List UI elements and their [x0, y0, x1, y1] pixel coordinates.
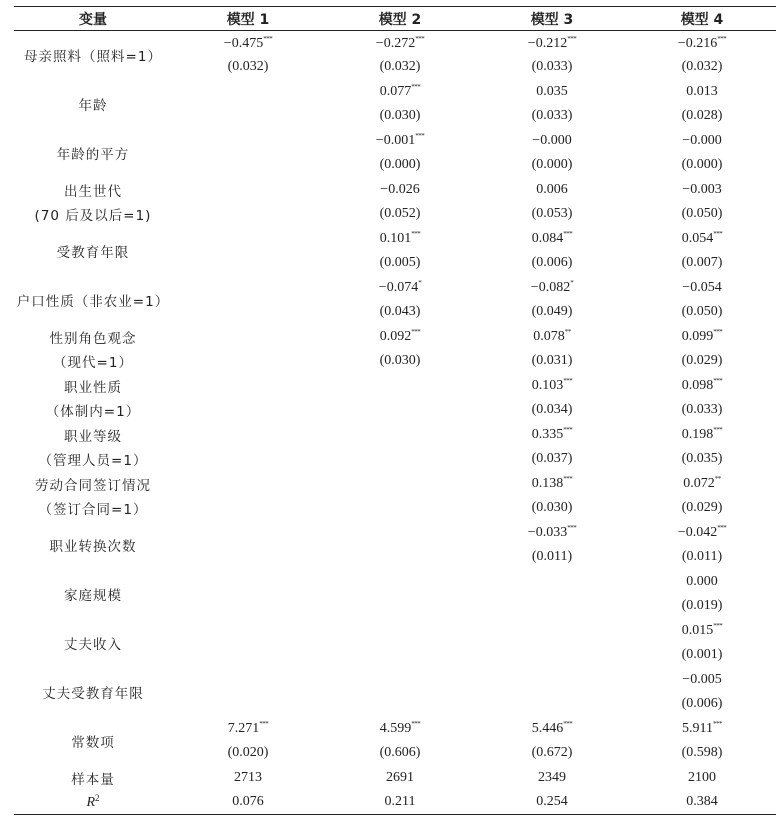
se-cell: (0.034) [531, 402, 573, 418]
se-cell: (0.032) [681, 59, 723, 75]
row-label-husband-education: 丈夫受教育年限 [42, 686, 144, 702]
coef-cell: −0.475*** [223, 34, 273, 51]
significance-stars: *** [411, 328, 421, 337]
value-cell: 2100 [688, 769, 716, 785]
significance-stars: *** [411, 720, 421, 729]
significance-stars: *** [563, 230, 573, 239]
value-cell: 2691 [386, 769, 414, 785]
coef-cell: 0.013 [686, 83, 718, 99]
empty-cell [172, 104, 324, 129]
empty-cell [172, 153, 324, 178]
header-variable: 变量 [14, 7, 172, 31]
empty-cell [324, 668, 476, 693]
row-label-job-changes: 职业转换次数 [49, 539, 137, 555]
se-cell: (0.672) [531, 745, 573, 761]
empty-cell [172, 521, 324, 546]
table-row [14, 31, 776, 56]
se-cell: (0.019) [681, 598, 723, 614]
significance-stars: *** [563, 475, 573, 484]
header-model-3: 模型 3 [476, 7, 628, 31]
row-label-job-level: 职业等级 [64, 428, 122, 445]
value-cell: 2349 [538, 769, 566, 785]
value-cell: 0.211 [324, 790, 476, 815]
empty-cell [172, 300, 324, 325]
coef-cell: −0.272*** [375, 34, 425, 51]
table-row-se [14, 349, 776, 374]
empty-cell [324, 570, 476, 595]
empty-cell [172, 545, 324, 570]
row-label-contract-note: （签订合同=1） [38, 502, 148, 519]
empty-cell [476, 692, 628, 717]
se-cell: (0.033) [531, 108, 573, 124]
se-cell: (0.030) [379, 108, 421, 124]
se-cell: (0.020) [227, 745, 269, 761]
table-body [14, 31, 776, 815]
empty-cell [476, 619, 628, 644]
significance-stars: *** [567, 524, 577, 533]
empty-cell [172, 423, 324, 448]
coef-cell: 0.077*** [379, 83, 421, 100]
table-row [14, 790, 776, 815]
empty-cell [172, 692, 324, 717]
empty-cell [172, 251, 324, 276]
coef-cell: 0.078** [533, 328, 571, 345]
coef-cell: 5.446*** [531, 720, 573, 737]
significance-stars: *** [717, 524, 727, 533]
significance-stars: * [570, 279, 574, 288]
value-cell: 0.254 [476, 790, 628, 815]
row-label-education: 受教育年限 [56, 245, 130, 261]
se-cell: (0.031) [531, 353, 573, 369]
se-cell: (0.032) [379, 59, 421, 75]
empty-cell [172, 227, 324, 252]
empty-cell [324, 643, 476, 668]
row-label-gender-role-note: （现代=1） [53, 355, 133, 372]
coef-cell: 0.198*** [681, 426, 723, 443]
empty-cell [324, 447, 476, 472]
table-row [14, 325, 776, 350]
coef-cell: −0.003 [682, 181, 722, 197]
se-cell: (0.050) [681, 304, 723, 320]
coef-cell: 7.271*** [227, 720, 269, 737]
table-row [14, 80, 776, 105]
row-label-constant: 常数项 [71, 735, 115, 751]
coef-cell: −0.026 [380, 181, 420, 197]
table-row [14, 521, 776, 546]
se-cell: (0.037) [531, 451, 573, 467]
empty-cell [172, 276, 324, 301]
header-model-2: 模型 2 [324, 7, 476, 31]
empty-cell [324, 374, 476, 399]
significance-stars: *** [563, 720, 573, 729]
coef-cell: 4.599*** [379, 720, 421, 737]
coef-cell: −0.005 [682, 671, 722, 687]
empty-cell [172, 349, 324, 374]
table-row [14, 374, 776, 399]
row-label-cohort-note: (70 后及以后=1) [34, 208, 152, 225]
significance-stars: *** [411, 230, 421, 239]
table-row-se [14, 398, 776, 423]
empty-cell [324, 398, 476, 423]
significance-stars: *** [713, 230, 723, 239]
row-label-sample-size: 样本量 [71, 771, 115, 788]
coef-cell: 0.006 [536, 181, 568, 197]
header-model-1: 模型 1 [172, 7, 324, 31]
empty-cell [324, 423, 476, 448]
table-header [14, 7, 776, 31]
se-cell: (0.033) [531, 59, 573, 75]
empty-cell [172, 202, 324, 227]
row-label-age-squared: 年龄的平方 [56, 147, 130, 163]
se-cell: (0.049) [531, 304, 573, 320]
coef-cell: −0.074* [378, 279, 422, 296]
empty-cell [476, 570, 628, 595]
significance-stars: * [418, 279, 422, 288]
value-cell: 2713 [234, 769, 262, 785]
empty-cell [476, 643, 628, 668]
header-row [14, 7, 776, 31]
table-row-se [14, 447, 776, 472]
coef-cell: 0.098*** [681, 377, 723, 394]
se-cell: (0.000) [531, 157, 573, 173]
empty-cell [172, 643, 324, 668]
se-cell: (0.053) [531, 206, 573, 222]
se-cell: (0.043) [379, 304, 421, 320]
coef-cell: 0.103*** [531, 377, 573, 394]
coef-cell: 0.054*** [681, 230, 723, 247]
empty-cell [324, 472, 476, 497]
regression-table [14, 6, 776, 815]
table-row [14, 227, 776, 252]
se-cell: (0.011) [681, 549, 723, 565]
se-cell: (0.029) [681, 353, 723, 369]
value-cell: 0.076 [172, 790, 324, 815]
coef-cell: −0.054 [682, 279, 722, 295]
empty-cell [324, 619, 476, 644]
empty-cell [324, 496, 476, 521]
table-row-se [14, 496, 776, 521]
se-cell: (0.028) [681, 108, 723, 124]
se-cell: (0.000) [681, 157, 723, 173]
se-cell: (0.050) [681, 206, 723, 222]
se-cell: (0.029) [681, 500, 723, 516]
empty-cell [324, 692, 476, 717]
coef-cell: 0.072** [683, 475, 721, 492]
significance-stars: *** [415, 34, 425, 43]
empty-cell [172, 129, 324, 154]
se-cell: (0.606) [379, 745, 421, 761]
coef-cell: 0.092*** [379, 328, 421, 345]
significance-stars: *** [713, 377, 723, 386]
row-label-cohort: 出生世代 [64, 183, 122, 200]
significance-stars: *** [411, 83, 421, 92]
se-cell: (0.032) [227, 59, 269, 75]
coef-cell: 0.000 [686, 573, 718, 589]
se-cell: (0.035) [681, 451, 723, 467]
table-row [14, 276, 776, 301]
row-label-age: 年龄 [78, 98, 108, 114]
table-row [14, 178, 776, 203]
row-label-job-nature-note: （体制内=1） [45, 404, 141, 421]
coef-cell: −0.033*** [527, 524, 577, 541]
se-cell: (0.006) [681, 696, 723, 712]
table-row [14, 472, 776, 497]
coef-cell: −0.082* [530, 279, 574, 296]
empty-cell [172, 472, 324, 497]
table-row [14, 570, 776, 595]
significance-stars: *** [263, 34, 273, 43]
empty-cell [172, 496, 324, 521]
row-label-gender-role: 性别角色观念 [49, 330, 137, 347]
coef-cell: −0.216*** [677, 34, 727, 51]
se-cell: (0.033) [681, 402, 723, 418]
table-row-se [14, 202, 776, 227]
se-cell: (0.000) [379, 157, 421, 173]
row-label-job-level-note: （管理人员=1） [38, 453, 148, 470]
value-cell: 0.384 [628, 790, 776, 815]
empty-cell [172, 398, 324, 423]
significance-stars: *** [259, 720, 269, 729]
significance-stars: *** [563, 426, 573, 435]
empty-cell [324, 594, 476, 619]
coef-cell: −0.000 [532, 132, 572, 148]
significance-stars: *** [717, 34, 727, 43]
empty-cell [172, 178, 324, 203]
empty-cell [172, 668, 324, 693]
coef-cell: 0.335*** [531, 426, 573, 443]
coef-cell: 0.099*** [681, 328, 723, 345]
coef-cell: −0.001*** [375, 132, 425, 149]
empty-cell [172, 80, 324, 105]
empty-cell [172, 374, 324, 399]
table-row [14, 423, 776, 448]
table-row [14, 619, 776, 644]
table-row [14, 717, 776, 742]
empty-cell [324, 545, 476, 570]
row-label-r-squared: $R^2$ [14, 790, 172, 815]
empty-cell [172, 325, 324, 350]
coef-cell: 0.101*** [379, 230, 421, 247]
significance-stars: *** [415, 132, 425, 141]
significance-stars: *** [713, 426, 723, 435]
se-cell: (0.006) [531, 255, 573, 271]
empty-cell [172, 619, 324, 644]
se-cell: (0.598) [681, 745, 723, 761]
row-label-hukou: 户口性质（非农业=1） [16, 294, 170, 310]
empty-cell [476, 668, 628, 693]
significance-stars: *** [713, 622, 723, 631]
coef-cell: 0.035 [536, 83, 568, 99]
coef-cell: −0.042*** [677, 524, 727, 541]
empty-cell [172, 594, 324, 619]
row-label-mother-care: 母亲照料（照料=1） [24, 49, 162, 66]
empty-cell [324, 521, 476, 546]
coef-cell: −0.000 [682, 132, 722, 148]
empty-cell [172, 570, 324, 595]
se-cell: (0.030) [379, 353, 421, 369]
significance-stars: ** [564, 328, 571, 337]
significance-stars: *** [712, 720, 722, 729]
se-cell: (0.007) [681, 255, 723, 271]
row-label-family-size: 家庭规模 [64, 588, 122, 604]
coef-cell: 5.911*** [682, 720, 722, 737]
se-cell: (0.052) [379, 206, 421, 222]
se-cell: (0.005) [379, 255, 421, 271]
row-label-job-nature: 职业性质 [64, 379, 122, 396]
table-row [14, 668, 776, 693]
empty-cell [172, 447, 324, 472]
coef-cell: 0.015*** [681, 622, 723, 639]
significance-stars: *** [713, 328, 723, 337]
table-row [14, 766, 776, 791]
row-label-contract: 劳动合同签订情况 [35, 477, 151, 494]
se-cell: (0.011) [531, 549, 573, 565]
significance-stars: *** [563, 377, 573, 386]
significance-stars: *** [567, 34, 577, 43]
coef-cell: −0.212*** [527, 34, 577, 51]
se-cell: (0.030) [531, 500, 573, 516]
row-label-husband-income: 丈夫收入 [64, 637, 122, 653]
coef-cell: 0.084*** [531, 230, 573, 247]
table-row [14, 129, 776, 154]
se-cell: (0.001) [681, 647, 723, 663]
significance-stars: ** [714, 475, 721, 484]
coef-cell: 0.138*** [531, 475, 573, 492]
header-model-4: 模型 4 [628, 7, 776, 31]
empty-cell [476, 594, 628, 619]
